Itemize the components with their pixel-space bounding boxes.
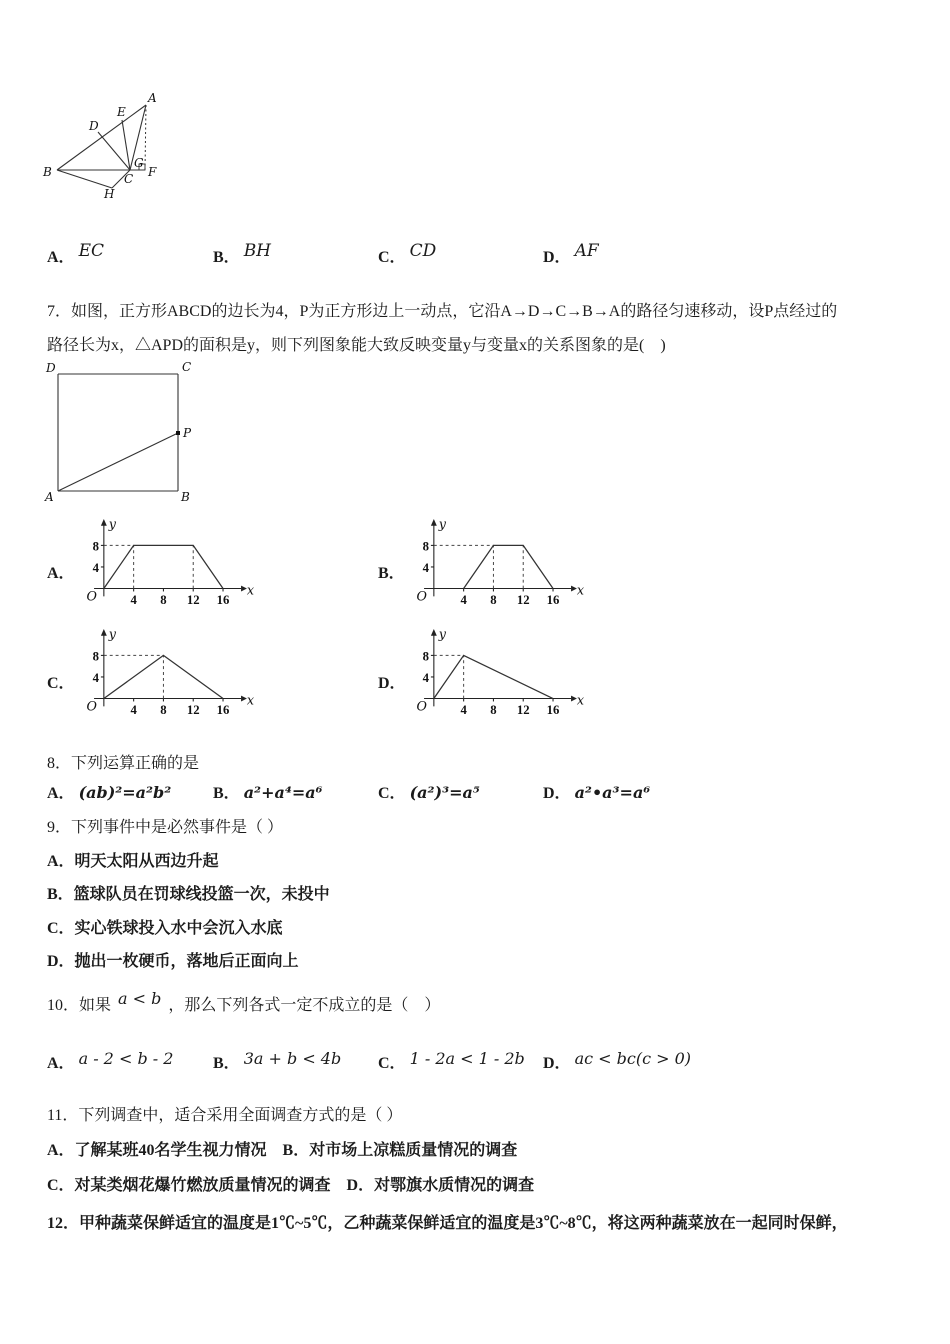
option-c-label: C． [378,785,406,802]
svg-text:y: y [438,517,446,533]
option-b-math: a²+a⁴=a⁶ [243,783,323,802]
option-c-math: 1 - 2a < 1 - 2b [409,1049,525,1068]
option-b-label: B． [213,1055,240,1072]
svg-text:O: O [416,699,427,715]
svg-text:12: 12 [186,593,200,608]
svg-text:x: x [576,583,585,599]
graph-option-d-label: D． [378,675,406,692]
svg-text:16: 16 [216,703,230,718]
question8-option-b [213,780,323,803]
graph-option-b [414,516,586,614]
graph-option-c [84,626,256,724]
svg-text:4: 4 [460,593,467,608]
question9-option-d: D．抛出一枚硬币，落地后正面向上 [47,953,299,970]
svg-text:8: 8 [490,593,497,608]
svg-text:A: A [45,490,54,504]
option-c-math: (a²)³=a⁵ [409,783,480,802]
graph-option-b-label: B． [378,565,405,582]
svg-text:16: 16 [216,593,230,608]
option-b-label: B． [213,249,240,266]
svg-text:12: 12 [186,703,200,718]
question11-stem: 11．下列调查中，适合采用全面调查方式的是（ ） [47,1107,403,1124]
option-c-label: C． [378,249,406,266]
svg-text:x: x [576,693,585,709]
option-c-label: C． [378,1055,406,1072]
question10-option-c [378,1050,525,1073]
svg-text:4: 4 [130,593,137,608]
option-d-math: AF [574,241,599,261]
question11-options-cd: C．对某类烟花爆竹燃放质量情况的调查 D．对鄂旗水质情况的调查 [47,1177,535,1194]
option-b-label: B． [213,785,240,802]
svg-text:H: H [104,187,115,201]
svg-text:y: y [108,517,116,533]
svg-text:4: 4 [460,703,467,718]
svg-text:16: 16 [546,593,560,608]
question10-stem [47,989,441,1015]
svg-text:F: F [148,165,157,179]
svg-text:B: B [43,165,52,179]
svg-text:4: 4 [422,670,429,685]
question9-option-c: C．实心铁球投入水中会沉入水底 [47,920,283,937]
question7-text-line1: 7．如图，正方形ABCD的边长为4，P为正方形边上一动点，它沿A→D→C→B→A的路径匀速移动，设P点经过的 [47,303,838,320]
question7-text-line2: 路径长为x，△APD的面积是y，则下列图象能大致反映变量y与变量x的关系图象的是( ) [47,337,666,354]
svg-text:O: O [416,589,427,605]
svg-text:8: 8 [422,539,429,554]
svg-text:D: D [89,119,99,133]
option-b-math: BH [243,241,272,261]
svg-text:8: 8 [160,593,167,608]
option-d-label: D． [543,1055,571,1072]
svg-text:4: 4 [92,560,99,575]
question10-option-b [213,1050,341,1073]
option-a-math: (ab)²=a²b² [78,783,172,802]
svg-text:C: C [182,360,192,374]
option-a-math: a - 2 < b - 2 [78,1049,174,1068]
svg-text:B: B [181,490,190,504]
svg-text:D: D [46,361,56,375]
option-c-math: CD [409,241,437,261]
question6-option-d [543,241,599,267]
svg-text:E: E [117,105,126,119]
question6-option-a [47,241,104,267]
question6-option-b [213,241,272,267]
graph-option-c-label: C． [47,675,75,692]
question9-option-a: A．明天太阳从西边升起 [47,853,219,870]
svg-text:G: G [134,156,144,170]
question10-option-a [47,1050,173,1073]
question10-stem-prefix: 10．如果 [47,997,112,1014]
option-a-label: A． [47,1055,75,1072]
option-a-label: A． [47,249,75,266]
svg-text:4: 4 [130,703,137,718]
svg-text:A: A [148,91,157,105]
question9-stem: 9．下列事件中是必然事件是（ ） [47,819,284,836]
svg-text:12: 12 [516,703,530,718]
graph-option-a-label: A． [47,565,75,582]
svg-text:8: 8 [490,703,497,718]
option-d-math: a²•a³=a⁶ [574,783,651,802]
svg-text:12: 12 [516,593,530,608]
svg-text:16: 16 [546,703,560,718]
question10-option-d [543,1050,691,1073]
svg-text:P: P [183,426,192,440]
svg-text:8: 8 [92,539,99,554]
option-a-label: A． [47,785,75,802]
question8-option-d [543,780,650,803]
question8-option-a [47,780,171,803]
svg-text:8: 8 [92,649,99,664]
option-b-math: 3a + b < 4b [243,1049,342,1068]
question10-stem-math: a < b [118,989,162,1008]
figure-geometry-triangle [40,90,195,220]
svg-text:y: y [108,627,116,643]
svg-text:4: 4 [422,560,429,575]
question6-option-c [378,241,437,267]
svg-text:C: C [124,172,134,186]
question11-options-ab: A．了解某班40名学生视力情况 B．对市场上凉糕质量情况的调查 [47,1142,518,1159]
question9-option-b: B．篮球队员在罚球线投篮一次，未投中 [47,886,330,903]
question8-option-c [378,780,480,803]
option-a-math: EC [78,241,104,261]
graph-option-d [414,626,586,724]
figure-square-abcd [44,360,194,505]
svg-text:8: 8 [160,703,167,718]
question8-stem: 8．下列运算正确的是 [47,755,200,772]
question10-stem-suffix: ，那么下列各式一定不成立的是（ ） [168,997,441,1014]
svg-text:O: O [86,699,97,715]
svg-text:y: y [438,627,446,643]
svg-text:x: x [246,693,255,709]
svg-text:4: 4 [92,670,99,685]
svg-text:8: 8 [422,649,429,664]
option-d-label: D． [543,249,571,266]
svg-text:O: O [86,589,97,605]
option-d-label: D． [543,785,571,802]
option-d-math: ac < bc(c > 0) [574,1049,692,1068]
graph-option-a [84,516,256,614]
svg-text:x: x [246,583,255,599]
question12-stem: 12．甲种蔬菜保鲜适宜的温度是1℃~5℃，乙种蔬菜保鲜适宜的温度是3℃~8℃，将这两种蔬菜放在一起同时保鲜， [47,1215,848,1232]
